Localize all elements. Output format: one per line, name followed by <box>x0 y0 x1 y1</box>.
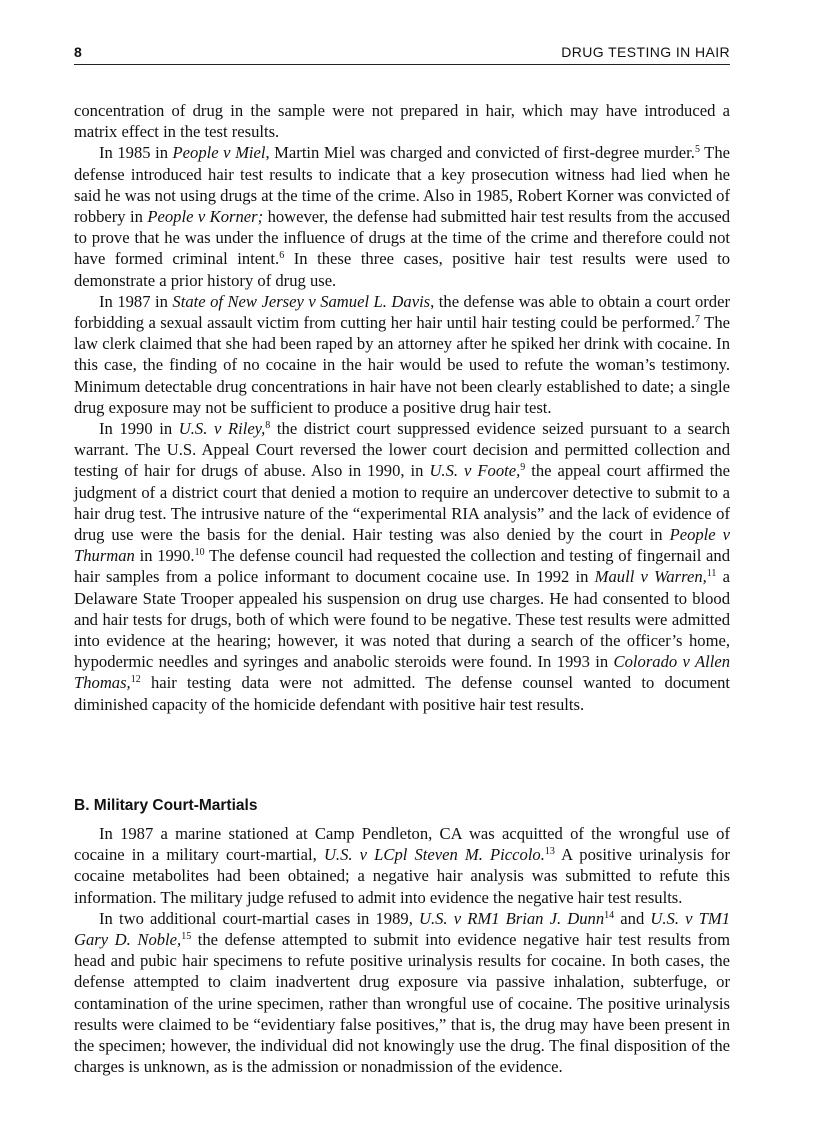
case-citation: Maull v Warren, <box>594 567 707 587</box>
footnote-reference: 5 <box>694 144 700 156</box>
text-run: , the defense was able to obtain a court order forbidding a sexual assault victim from cutting her hair until hair testing could be performed. <box>74 291 730 333</box>
text-run: In two additional court-martial cases in 1989, <box>99 908 419 928</box>
body-paragraph <box>74 908 730 1078</box>
text-run: In 1985 in <box>99 143 173 163</box>
text-run: A positive urinalysis for cocaine metabolites had been obtained; a negative hair analysis was submitted to refute this information. The military judge refused to admit into evidence the negative hair test results. <box>74 845 730 907</box>
case-citation: U.S. v Riley, <box>178 419 266 439</box>
case-citation: People v Miel <box>172 143 266 163</box>
body-paragraph <box>74 418 730 715</box>
case-citation: People v Thurman <box>74 525 730 566</box>
case-citation: State of New Jersey v Samuel L. Davis <box>172 291 431 311</box>
case-citation: U.S. v LCpl Steven M. Piccolo. <box>323 845 545 865</box>
text-run: In 1987 a marine stationed at Camp Pendleton, CA was acquitted of the wrongful use of cocaine in a military court-martial, <box>74 824 730 865</box>
text-run: concentration of drug in the sample were not prepared in hair, which may have introduced a matrix effect in the test results. <box>74 101 730 142</box>
footnote-reference: 6 <box>279 250 285 262</box>
footnote-reference: 7 <box>695 314 701 326</box>
case-citation: U.S. v RM1 Brian J. Dunn <box>419 908 605 928</box>
text-run: the appeal court affirmed the judgment of a district court that denied a motion to require an undercover detective to submit to a hair drug test. The intrusive nature of the “experimental RIA analysis” and the lack of evidence of drug use were the basis for the denial. Hair testing was also denied by the court in <box>74 461 730 545</box>
footnote-reference: 8 <box>265 420 271 432</box>
body-paragraph <box>74 142 730 290</box>
body-paragraph <box>74 100 730 142</box>
footnote-reference: 11 <box>706 568 717 580</box>
footnote-reference: 10 <box>194 547 205 559</box>
text-run: In these three cases, positive hair test results were used to demonstrate a prior history of drug use. <box>74 249 730 290</box>
footnote-reference: 15 <box>181 931 192 943</box>
section-b-paragraphs <box>74 823 730 1077</box>
text-run: hair testing data were not admitted. The defense counsel wanted to document diminished capacity of the homicide defendant with positive hair test results. <box>74 673 730 714</box>
body-paragraph <box>74 291 730 418</box>
section-heading: B. Military Court-Martials <box>74 797 258 814</box>
case-citation: People v Korner; <box>147 207 264 227</box>
running-title: DRUG TESTING IN HAIR <box>561 44 730 60</box>
text-run: The defense introduced hair test results to indicate that a key prosecution witness had lied when he said he was not using drugs at the time of the crime. Also in 1985, Robert Korner was convicted of robbery in <box>74 143 730 227</box>
text-run: in 1990. <box>134 546 195 566</box>
case-citation: Colorado v Allen Thomas, <box>74 652 730 693</box>
text-run: In 1987 in <box>99 291 173 311</box>
text-run: The defense council had requested the collection and testing of fingernail and hair samples from a police informant to document cocaine use. In 1992 in <box>74 546 730 587</box>
text-run: the district court suppressed evidence seized pursuant to a search warrant. The U.S. Appeal Court reversed the lower court decision and permitted collection and testing of hair for drugs of abuse. Also in 1990, in <box>74 419 730 481</box>
text-run: a Delaware State Trooper appealed his suspension on drug use charges. He had consented to blood and hair tests for drugs, both of which were found to be negative. These test results were admitted into evidence at the hearing; however, it was noted that during a search of the officer’s home, hypodermic needles and syringes and anabolic steroids were found. In 1993 in <box>74 567 731 672</box>
text-run: , Martin Miel was charged and convicted of first-degree murder. <box>265 143 695 163</box>
case-citation: U.S. v TM1 Gary D. Noble, <box>74 908 730 950</box>
text-run: In 1990 in <box>99 419 179 439</box>
running-header <box>74 42 730 65</box>
section-b-military-court-martials <box>74 795 730 1077</box>
page-number: 8 <box>74 44 82 60</box>
case-citation: U.S. v Foote, <box>429 461 521 481</box>
footnote-reference: 9 <box>520 462 526 474</box>
footnote-reference: 13 <box>544 846 555 858</box>
footnote-reference: 12 <box>130 674 141 686</box>
text-run: the defense attempted to submit into evidence negative hair test results from head and pubic hair specimens to refute positive urinalysis results for cocaine. In both cases, the defense attempted to claim inadvertent drug exposure via passive inhalation, subterfuge, or contamination of the urine specimen, rather than wrongful use of cocaine. The positive urinalysis results were claimed to be “evidentiary false positives,” that is, the drug may have been present in the specimen; however, the individual did not knowingly use the drug. The final disposition of the charges is unknown, as is the admission or nonadmission of the evidence. <box>74 930 730 1077</box>
footnote-reference: 14 <box>604 909 615 921</box>
text-run: and <box>614 908 651 928</box>
text-run: however, the defense had submitted hair test results from the accused to prove that he was under the influence of drugs at the time of the crime and therefore could not have formed criminal intent. <box>74 207 731 269</box>
section-a-legal-cases <box>74 100 730 715</box>
text-run: The law clerk claimed that she had been raped by an attorney after he spiked her drink with cocaine. In this case, the finding of no cocaine in the hair would be used to refute the woman’s testimony. Minimum detectable drug concentrations in hair have not been clearly established to date; a single drug exposure may not be sufficient to produce a positive drug hair test. <box>74 313 730 417</box>
body-paragraph <box>74 823 730 908</box>
